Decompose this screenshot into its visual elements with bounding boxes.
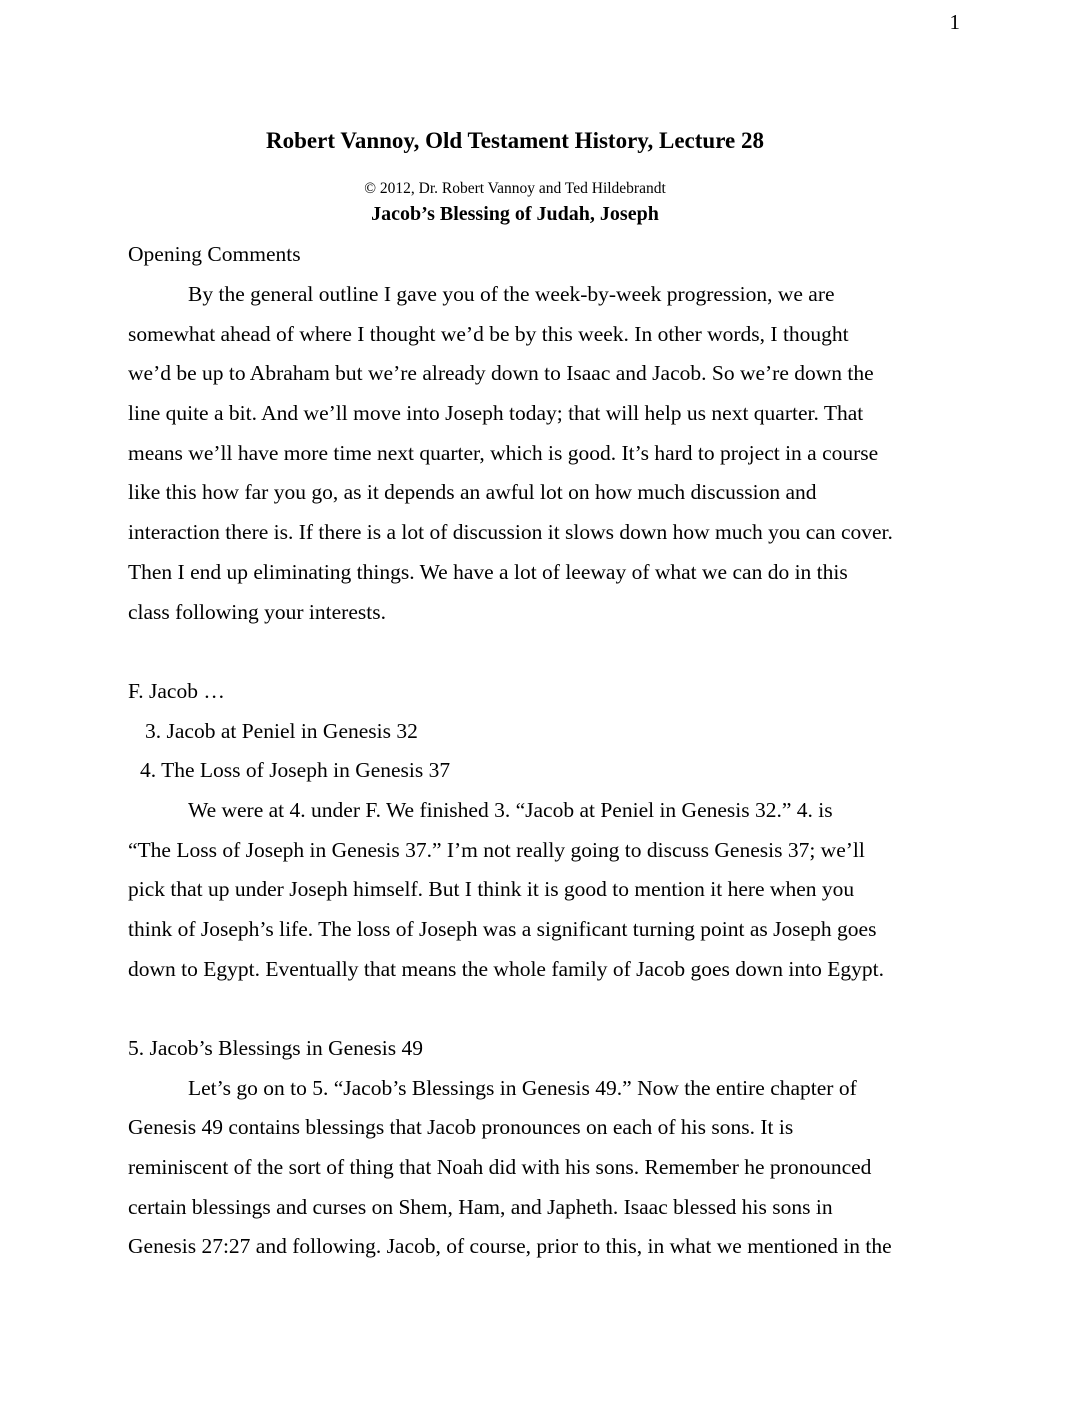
text-line: certain blessings and curses on Shem, Ham, and Japheth. Isaac blessed his sons in [128, 1195, 833, 1219]
text-line: By the general outline I gave you of the week-by-week progression, we are [188, 282, 835, 306]
text-line: means we’ll have more time next quarter, which is good. It’s hard to project in a course [128, 441, 879, 465]
text-line: We were at 4. under F. We finished 3. “Jacob at Peniel in Genesis 32.” 4. is [188, 798, 833, 822]
text-line: think of Joseph’s life. The loss of Joseph was a significant turning point as Joseph goes [128, 917, 877, 941]
page-number: 1 [949, 10, 960, 34]
text-line: pick that up under Joseph himself. But I think it is good to mention it here when you [128, 877, 855, 901]
text-line: Opening Comments [128, 242, 301, 266]
text-line: down to Egypt. Eventually that means the whole family of Jacob goes down into Egypt. [128, 957, 884, 981]
text-line: 3. Jacob at Peniel in Genesis 32 [145, 719, 418, 743]
text-line: Genesis 49 contains blessings that Jacob pronounces on each of his sons. It is [128, 1115, 794, 1139]
text-line: interaction there is. If there is a lot of discussion it slows down how much you can cover. [128, 520, 893, 544]
document-title: Robert Vannoy, Old Testament History, Lecture 28 [266, 128, 764, 153]
lecture-subtitle: Jacob’s Blessing of Judah, Joseph [371, 203, 659, 225]
text-line: class following your interests. [128, 600, 386, 624]
text-line: we’d be up to Abraham but we’re already down to Isaac and Jacob. So we’re down the [128, 361, 874, 385]
text-line: F. Jacob … [128, 679, 225, 703]
text-line: Then I end up eliminating things. We have a lot of leeway of what we can do in this [128, 560, 848, 584]
text-line: reminiscent of the sort of thing that Noah did with his sons. Remember he pronounced [128, 1155, 872, 1179]
text-line: somewhat ahead of where I thought we’d be by this week. In other words, I thought [128, 322, 849, 346]
text-line: line quite a bit. And we’ll move into Joseph today; that will help us next quarter. That [128, 401, 864, 425]
copyright-notice: © 2012, Dr. Robert Vannoy and Ted Hildebrandt [364, 180, 666, 197]
text-line: 5. Jacob’s Blessings in Genesis 49 [128, 1036, 424, 1060]
text-line: Let’s go on to 5. “Jacob’s Blessings in Genesis 49.” Now the entire chapter of [188, 1076, 857, 1100]
text-line: like this how far you go, as it depends an awful lot on how much discussion and [128, 480, 817, 504]
text-line: Genesis 27:27 and following. Jacob, of course, prior to this, in what we mentioned in the [128, 1234, 892, 1258]
text-line: 4. The Loss of Joseph in Genesis 37 [140, 758, 451, 782]
text-line: “The Loss of Joseph in Genesis 37.” I’m not really going to discuss Genesis 37; we’ll [128, 838, 865, 862]
